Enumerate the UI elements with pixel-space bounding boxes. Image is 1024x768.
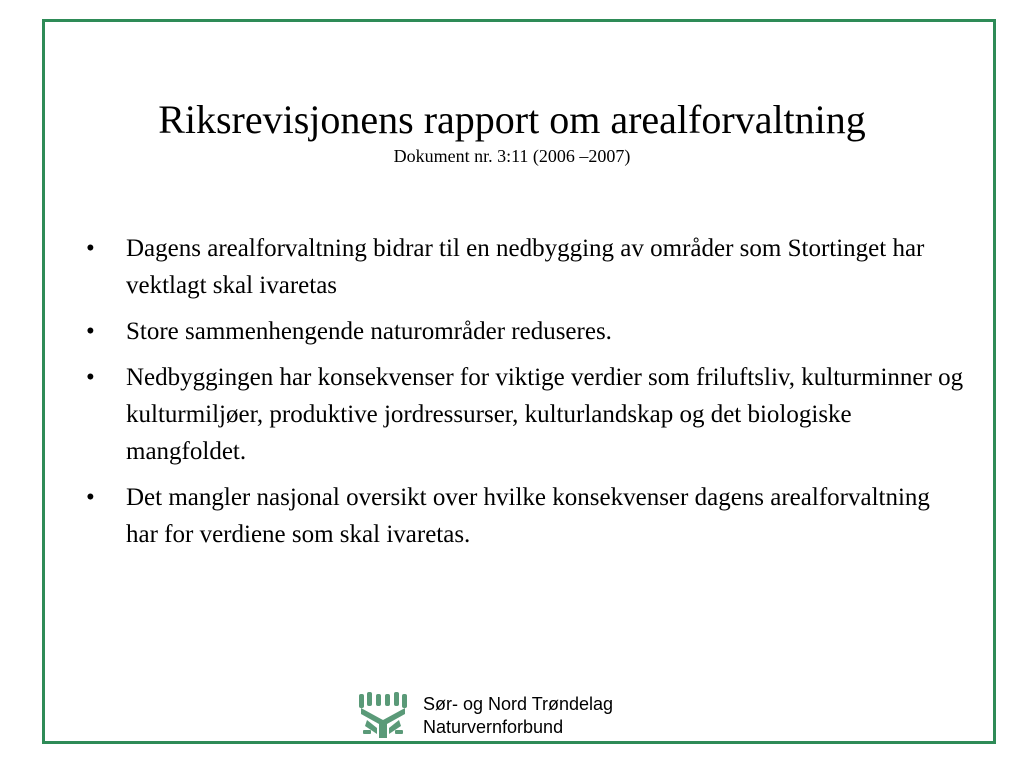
slide-title: Riksrevisjonens rapport om arealforvaltning: [158, 97, 866, 142]
footer-org-line2: Naturvernforbund: [423, 717, 564, 737]
naturvernforbund-logo-icon: [357, 690, 409, 742]
footer-org-name: [423, 693, 613, 739]
bullet-item: [86, 313, 966, 350]
bullet-item: [86, 359, 966, 470]
bullet-symbol: •: [86, 364, 95, 391]
bullet-symbol: •: [86, 484, 95, 511]
footer-org-line1: Sør- og Nord Trøndelag: [423, 694, 614, 714]
slide-subtitle: Dokument nr. 3:11 (2006 –2007): [393, 146, 631, 166]
bullet-text: Det mangler nasjonal oversikt over hvilke konsekvenser dagens arealforvaltning har for verdiene som skal ivaretas.: [126, 484, 930, 548]
title-block: [0, 96, 1024, 168]
footer: [357, 690, 613, 742]
bullet-item: [86, 230, 966, 304]
bullet-symbol: •: [86, 318, 95, 345]
bullet-symbol: •: [86, 235, 95, 262]
bullet-text: Store sammenhengende naturområder reduseres.: [126, 318, 612, 345]
bullet-text: Dagens arealforvaltning bidrar til en nedbygging av områder som Stortinget har vektlagt skal ivaretas: [126, 235, 925, 299]
bullet-list: [86, 230, 966, 562]
bullet-item: [86, 479, 966, 553]
bullet-text: Nedbyggingen har konsekvenser for viktige verdier som friluftsliv, kulturminner og kulturmiljøer, produktive jordressurser, kulturlandskap og det biologiske mangfoldet.: [126, 364, 964, 465]
